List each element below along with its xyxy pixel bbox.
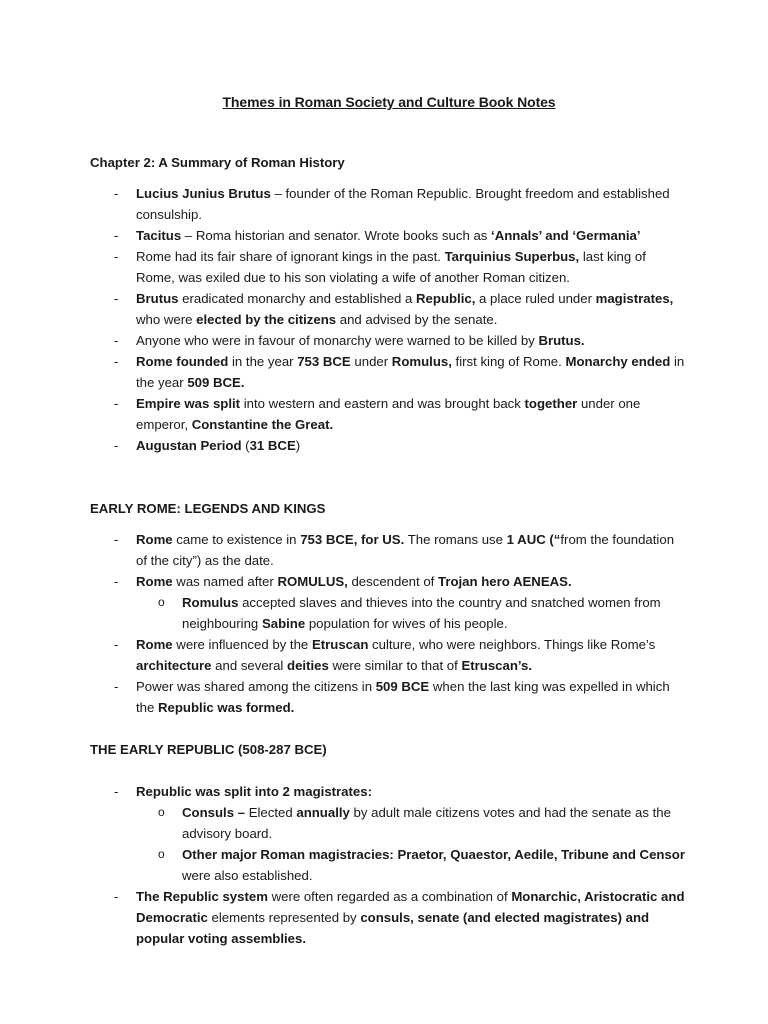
bold-text: ROMULUS, (277, 574, 348, 589)
text: accepted slaves and thieves into the country and snatched women from neighbouring (182, 595, 661, 631)
bullet-marker: o (158, 847, 165, 861)
text: Rome had its fair share of ignorant kings in the past. (136, 249, 445, 264)
section-heading: Chapter 2: A Summary of Roman History (90, 155, 345, 170)
bold-text: Lucius Junius Brutus (136, 186, 271, 201)
list-item (90, 330, 688, 351)
bold-text: ‘Annals’ and ‘Germania’ (491, 228, 641, 243)
bold-text: Romulus, (391, 354, 452, 369)
section-chapter-2 (90, 152, 688, 456)
text: Anyone who were in favour of monarchy were warned to be killed by (136, 333, 539, 348)
bullet-marker: - (114, 574, 119, 589)
text: by adult male citizens votes and had the senate as the advisory board. (182, 805, 671, 841)
list-item (90, 183, 688, 225)
bold-text: Consuls – (182, 805, 246, 820)
list-item (90, 288, 688, 330)
bullet-marker: - (114, 889, 119, 904)
list-item-text (136, 228, 641, 243)
bold-text: magistrates, (595, 291, 674, 306)
bold-text: 31 BCE (249, 438, 296, 453)
bold-text: Augustan Period (136, 438, 242, 453)
text: culture, who were neighbors. Things like Rome’s (368, 637, 656, 652)
section-heading: EARLY ROME: LEGENDS AND KINGS (90, 501, 326, 516)
text: ( (241, 438, 250, 453)
text: in the year (228, 354, 298, 369)
bullet-marker: - (114, 333, 119, 348)
list-item-text (136, 186, 670, 222)
list-item (90, 529, 688, 571)
bullet-list (90, 529, 688, 718)
list-item (90, 225, 688, 246)
bold-text: Rome (136, 574, 173, 589)
list-item (90, 886, 688, 949)
bold-text: The Republic system (136, 889, 268, 904)
bold-text: Etruscan’s. (461, 658, 533, 673)
text: under one emperor, (136, 396, 641, 432)
text: under (350, 354, 392, 369)
text: were also established. (182, 868, 313, 883)
bold-text: 753 BCE (297, 354, 351, 369)
bold-text: Trojan hero AENEAS. (438, 574, 572, 589)
sub-bullet-list (136, 592, 688, 634)
text: were often regarded as a combination of (267, 889, 512, 904)
bold-text: 1 AUC (“ (506, 532, 561, 547)
list-item (90, 393, 688, 435)
list-item-text (136, 784, 372, 799)
text: population for wives of his people. (305, 616, 508, 631)
text: into western and eastern and was brought back (240, 396, 525, 411)
text: Elected (245, 805, 297, 820)
bullet-marker: o (158, 805, 165, 819)
list-item (90, 781, 688, 802)
bold-text: Rome founded (136, 354, 229, 369)
bold-text: Monarchy ended (565, 354, 671, 369)
text: – Roma historian and senator. Wrote books such as (181, 228, 492, 243)
bullet-marker: - (114, 186, 119, 201)
bold-text: Monarchic, Aristocratic and Democratic (136, 889, 685, 925)
text: – founder of the Roman Republic. Brought freedom and established consulship. (136, 186, 670, 222)
bold-text: Etruscan (311, 637, 369, 652)
bold-text: Republic was formed. (158, 700, 295, 715)
section-heading: THE EARLY REPUBLIC (508-287 BCE) (90, 742, 327, 757)
bold-text: Tacitus (136, 228, 182, 243)
list-item-text (136, 637, 655, 673)
list-item-text (136, 574, 572, 589)
text: The romans use (404, 532, 507, 547)
bullet-marker: - (114, 679, 119, 694)
bullet-marker: - (114, 228, 119, 243)
section-early-republic (90, 739, 688, 949)
list-item (90, 246, 688, 288)
text: and several (211, 658, 288, 673)
text: who were (136, 312, 197, 327)
list-item-text (136, 354, 684, 390)
list-item-text (136, 889, 685, 946)
sub-list-container (90, 592, 688, 634)
text: and advised by the senate. (336, 312, 498, 327)
text: last king of Rome, was exiled due to his son violating a wife of another Roman citizen. (136, 249, 646, 285)
list-item-text (136, 249, 646, 285)
section-early-rome (90, 498, 688, 718)
list-item-text (136, 679, 670, 715)
list-item-text (136, 438, 300, 453)
bullet-marker: o (158, 595, 165, 609)
text: from the foundation of the city”) as the date. (136, 532, 675, 568)
list-item (90, 435, 688, 456)
bullet-marker: - (114, 354, 119, 369)
bold-text: annually (296, 805, 350, 820)
text: were similar to that of (328, 658, 462, 673)
bold-text: Romulus (182, 595, 239, 610)
bullet-marker: - (114, 249, 119, 264)
text: a place ruled under (475, 291, 596, 306)
sub-bullet-list (136, 802, 688, 886)
bold-text: Rome (136, 532, 173, 547)
sub-list-container (90, 802, 688, 886)
bullet-marker: - (114, 396, 119, 411)
bold-text: 753 BCE, for US. (300, 532, 405, 547)
text: in the year (136, 354, 685, 390)
bold-text: Other major Roman magistracies: Praetor, Quaestor, Aedile, Tribune and Censor (182, 847, 685, 862)
text: came to existence in (172, 532, 301, 547)
bullet-marker: - (114, 784, 119, 799)
list-item-text (182, 847, 685, 883)
text: eradicated monarchy and established a (178, 291, 417, 306)
bold-text: Brutus. (538, 333, 585, 348)
bold-text: 509 BCE (375, 679, 430, 694)
text: descendent of (347, 574, 438, 589)
list-item-text (136, 532, 674, 568)
text: Power was shared among the citizens in (136, 679, 376, 694)
bullet-list (90, 781, 688, 949)
bullet-marker: - (114, 637, 119, 652)
list-item (90, 351, 688, 393)
text: ) (295, 438, 301, 453)
list-item-text (182, 805, 671, 841)
bullet-marker: - (114, 291, 119, 306)
list-item (90, 571, 688, 592)
bold-text: together (524, 396, 578, 411)
bold-text: Republic was split into 2 magistrates: (136, 784, 372, 799)
text: first king of Rome. (451, 354, 566, 369)
sub-list-item (136, 844, 688, 886)
bold-text: Rome (136, 637, 173, 652)
bold-text: architecture (136, 658, 212, 673)
text: was named after (172, 574, 278, 589)
bold-text: deities (287, 658, 329, 673)
sub-list-item (136, 592, 688, 634)
list-item-text (136, 333, 585, 348)
bullet-marker: - (114, 532, 119, 547)
list-item (90, 634, 688, 676)
list-item-text (182, 595, 661, 631)
bold-text: Tarquinius Superbus, (444, 249, 580, 264)
sub-list-item (136, 802, 688, 844)
bullet-marker: - (114, 438, 119, 453)
bold-text: Empire was split (136, 396, 241, 411)
list-item (90, 676, 688, 718)
bold-text: Constantine the Great. (191, 417, 334, 432)
bold-text: Sabine (261, 616, 306, 631)
bold-text: Brutus (136, 291, 179, 306)
bold-text: 509 BCE. (187, 375, 245, 390)
text: when the last king was expelled in which the (136, 679, 670, 715)
list-item-text (136, 291, 673, 327)
bold-text: consuls, senate (and elected magistrates) and popular voting assemblies. (136, 910, 650, 946)
text: were influenced by the (172, 637, 312, 652)
list-item-text (136, 396, 640, 432)
bold-text: Republic, (416, 291, 476, 306)
text: elements represented by (207, 910, 361, 925)
bold-text: elected by the citizens (196, 312, 337, 327)
document-title: Themes in Roman Society and Culture Book Notes (222, 94, 556, 110)
bullet-list (90, 183, 688, 456)
